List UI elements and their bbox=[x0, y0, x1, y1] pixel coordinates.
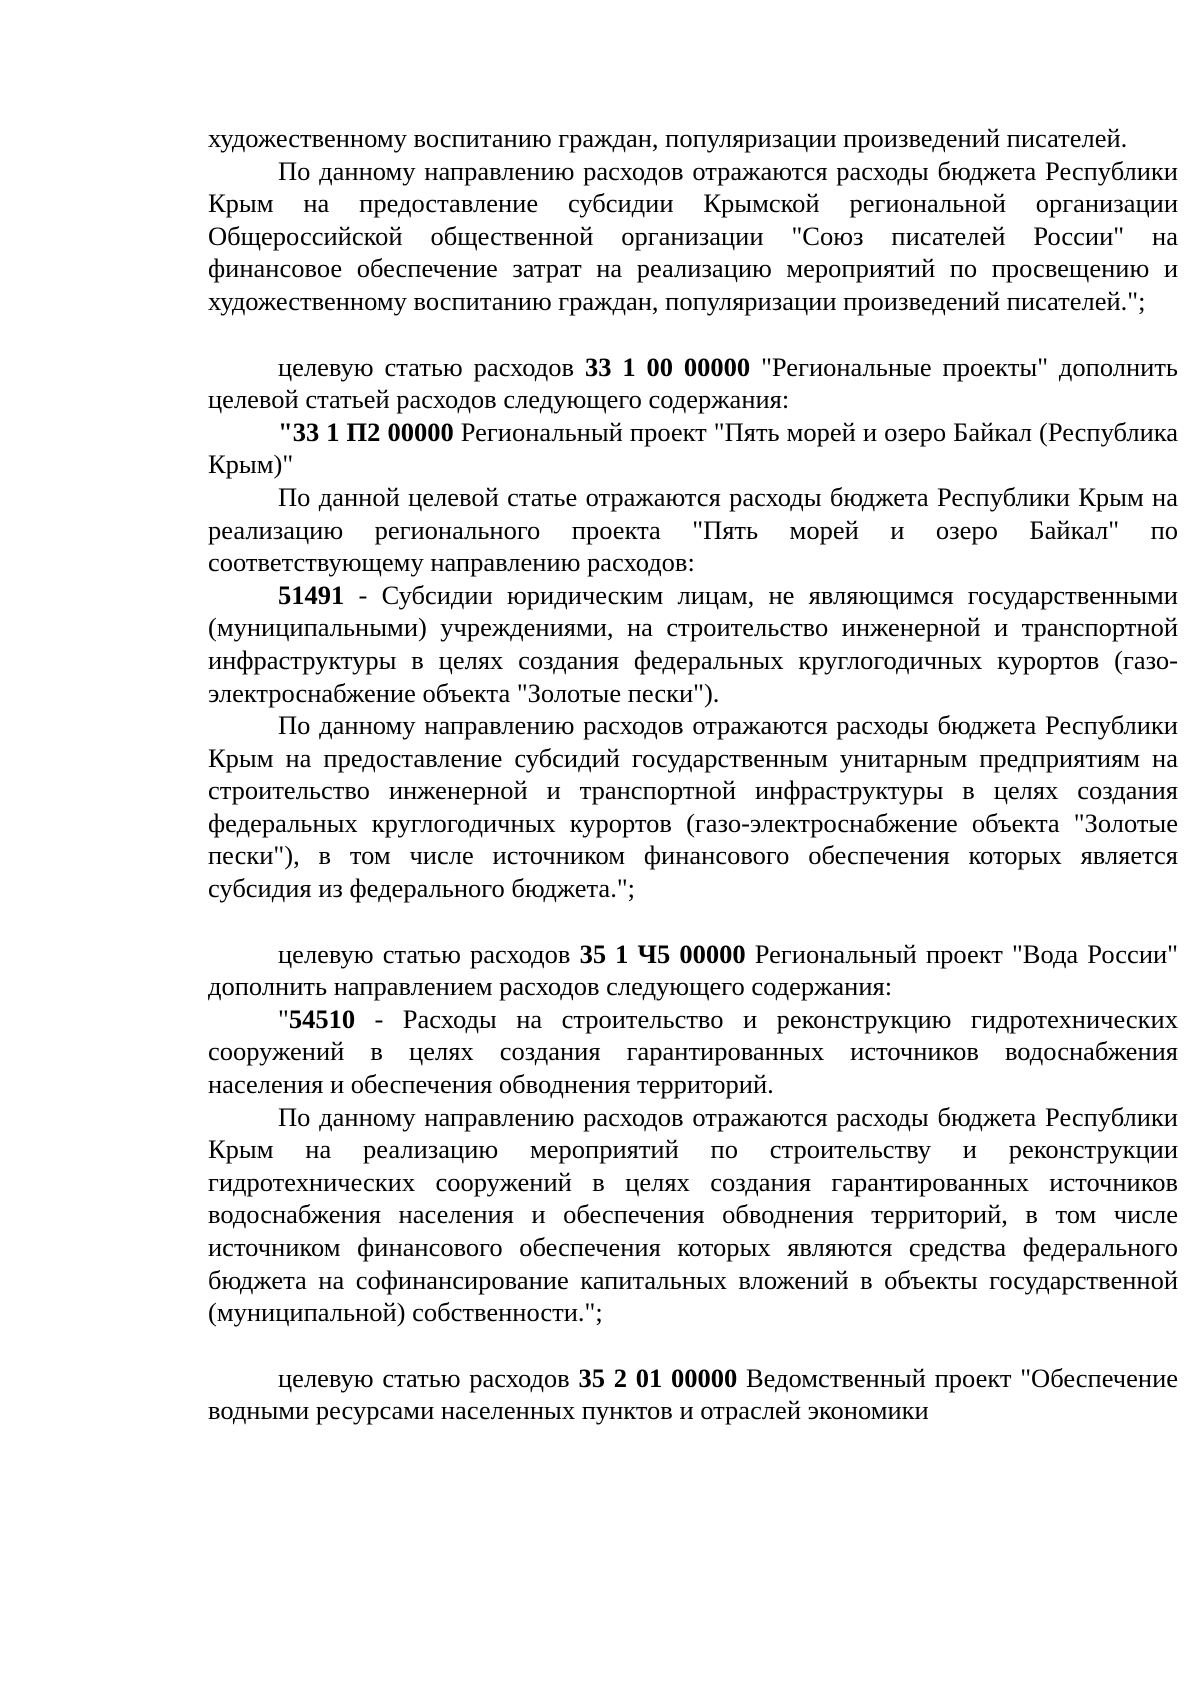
section-water-russia bbox=[208, 938, 1178, 1003]
paragraph-writers-union: По данному направлению расходов отражаются расходы бюджета Республики Крым на предоставление субсидии Крымской региональной организации Общероссийской общественной организации "Союз писателей России" на финансовое обеспечение затрат на реализацию мероприятий по просвещению и художественному воспитанию граждан, популяризации произведений писателей."; bbox=[208, 155, 1178, 316]
direction-text: - Расходы на строительство и реконструкцию гидротехнических сооружений в целях создания гарантированных источников водоснабжения населения и обеспечения обводнения территорий. bbox=[208, 1003, 1178, 1100]
document-page bbox=[208, 122, 1178, 1427]
section-gap bbox=[208, 1329, 1178, 1362]
section-rest-text: Региональный проект "Вода России" дополнить направлением расходов следующего содержания: bbox=[208, 938, 1179, 1002]
section-gap bbox=[208, 318, 1178, 351]
item-text: Региональный проект "Пять морей и озеро Байкал (Республика Крым)" bbox=[208, 416, 1178, 480]
section-rest-text: Ведомственный проект "Обеспечение водными ресурсами населенных пунктов и отраслей экономики bbox=[208, 1362, 1179, 1426]
section-gap bbox=[208, 905, 1178, 938]
paragraph-continuation: художественному воспитанию граждан, популяризации произведений писателей. bbox=[208, 123, 1128, 153]
section-intro-text: целевую статью расходов bbox=[278, 1362, 579, 1393]
section-intro-text: целевую статью расходов bbox=[278, 351, 585, 382]
direction-54510 bbox=[208, 1003, 1178, 1101]
section-departmental-project bbox=[208, 1362, 1178, 1427]
item-five-seas bbox=[208, 416, 1178, 481]
direction-51491 bbox=[208, 579, 1178, 709]
item-quote: " bbox=[278, 1003, 289, 1034]
section-rest-text: "Региональные проекты" дополнить целевой статьей расходов следующего содержания: bbox=[208, 351, 1178, 415]
item-description: По данной целевой статье отражаются расходы бюджета Республики Крым на реализацию регионального проекта "Пять морей и озеро Байкал" по соответствующему направлению расходов: bbox=[208, 481, 1178, 578]
target-article-code: 35 1 Ч5 00000 bbox=[579, 938, 746, 969]
item-quote: " bbox=[278, 416, 293, 447]
direction-code: 51491 bbox=[278, 579, 345, 610]
direction-code: 54510 bbox=[288, 1003, 356, 1034]
target-article-code: 35 2 01 00000 bbox=[578, 1362, 738, 1393]
target-article-code: 33 1 00 00000 bbox=[584, 351, 751, 382]
item-code: 33 1 П2 00000 bbox=[292, 416, 454, 447]
direction-description: По данному направлению расходов отражаются расходы бюджета Республики Крым на предоставление субсидий государственным унитарным предприятиям на строительство инженерной и транспортной инфраструктуры в целях создания федеральных круглогодичных курортов (газо-электроснабжение объекта "Золотые пески"), в том числе источником финансового обеспечения которых является субсидия из федерального бюджета."; bbox=[208, 710, 1178, 904]
section-regional-projects bbox=[208, 351, 1178, 416]
section-intro-text: целевую статью расходов bbox=[278, 938, 580, 969]
direction-description: По данному направлению расходов отражаются расходы бюджета Республики Крым на реализацию мероприятий по строительству и реконструкции гидротехнических сооружений в целях создания гарантированных источников водоснабжения населения и обеспечения обводнения территорий, в том числе источником финансового обеспечения которых являются средства федерального бюджета на софинансирование капитальных вложений в объекты государственной (муниципальной) собственности."; bbox=[208, 1101, 1178, 1328]
direction-text: - Субсидии юридическим лицам, не являющимся государственными (муниципальными) учреждениями, на строительство инженерной и транспортной инфраструктуры в целях создания федеральных круглогодичных курортов (газо-электроснабжение объекта "Золотые пески"). bbox=[208, 579, 1178, 708]
